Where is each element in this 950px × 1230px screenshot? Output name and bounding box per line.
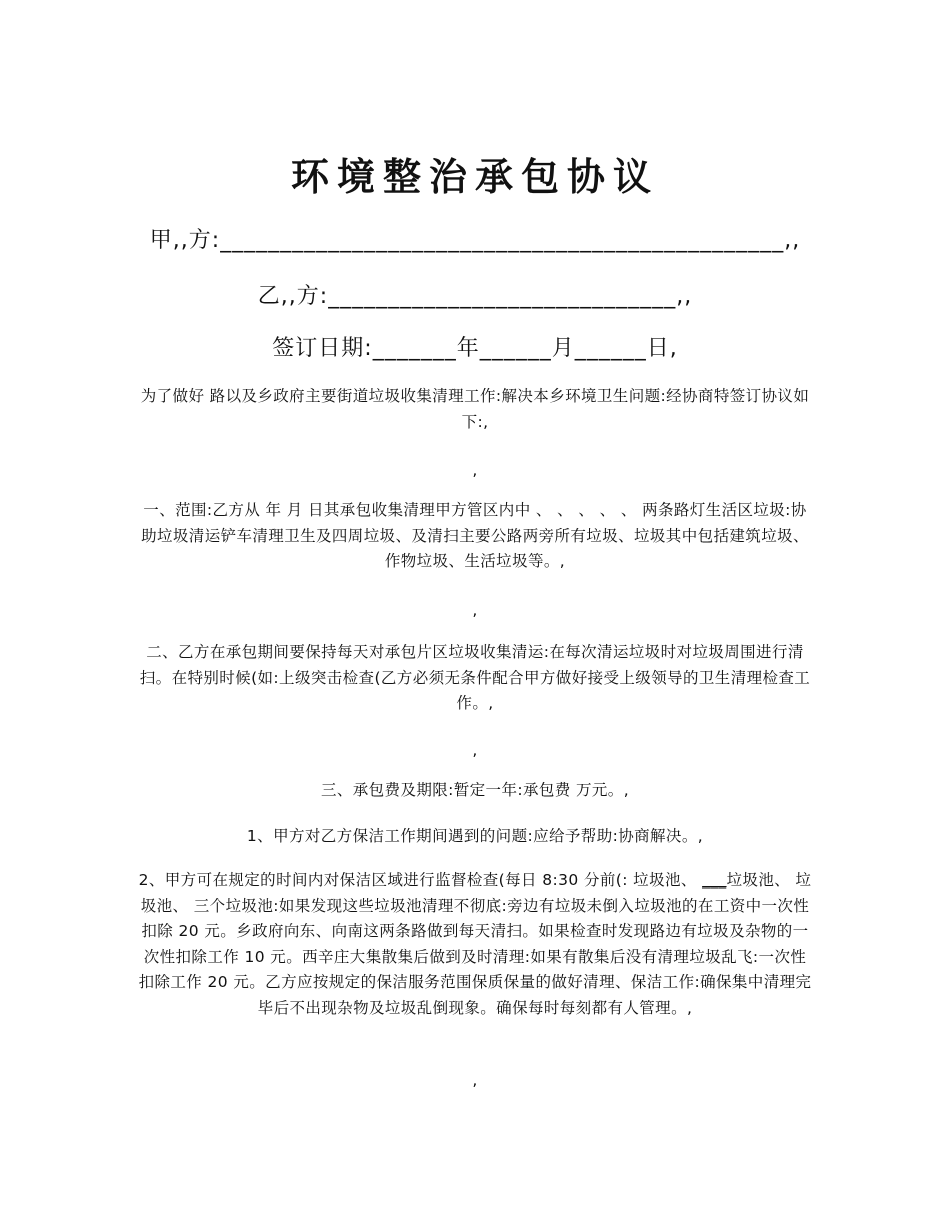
party-b-line: 乙,,方:_____________________________,, <box>257 284 693 309</box>
paragraph-separator: , <box>472 741 478 759</box>
item-two-paragraph <box>138 868 812 1021</box>
clause-one-paragraph: 一、范围:乙方从 年 月 日其承包收集清理甲方管区内中 、 、 、 、 、 两条路灯生活区垃圾:协助垃圾清运铲车清理卫生及四周垃圾、及清扫主要公路两旁所有垃圾、垃圾其中包括建筑垃圾、作物垃圾、生活垃圾等。, <box>141 501 809 570</box>
clause-two-paragraph: 二、乙方在承包期间要保持每天对承包片区垃圾收集清运:在每次清运垃圾时对垃圾周围进行清扫。在特别时候(如:上级突击检查(乙方必须无条件配合甲方做好接受上级领导的卫生清理检查工作。, <box>139 643 811 712</box>
paragraph-separator: , <box>472 601 478 619</box>
party-a-line: 甲,,方:_______________________________________________,, <box>149 228 801 253</box>
item-one-paragraph: 1、甲方对乙方保洁工作期间遇到的问题:应给予帮助:协商解决。, <box>246 827 704 845</box>
sign-date-line: 签订日期:_______年______月______日, <box>272 336 678 361</box>
document-title: 环境整治承包协议 <box>290 154 659 199</box>
item-two-blank: ___ <box>702 871 727 889</box>
item-two-text-start: 2、甲方可在规定的时间内对保洁区域进行监督检查(每日 8:30 分前(: 垃圾池、 <box>138 871 703 889</box>
paragraph-separator: , <box>472 1071 478 1089</box>
item-two-text-end: 垃圾池、 垃圾池、 三个垃圾池:如果发现这些垃圾池清理不彻底:旁边有垃圾未倒入垃圾池的在工资中一次性扣除 20 元。乡政府向东、向南这两条路做到每天清扫。如果检查时发现路边有垃圾及杂物的一次性扣除工作 10 元。西辛庄大集散集后做到及时清理:如果有散集后没有清理垃圾乱飞:一次性扣除工作 20 元。乙方应按规定的保洁服务范围保质保量的做好清理、保洁工作:确保集中清理完毕后不出现杂物及垃圾乱倒现象。确保每时每刻都有人管理。, <box>138 871 812 1017</box>
paragraph-separator: , <box>472 461 478 479</box>
clause-three-paragraph: 三、承包费及期限:暂定一年:承包费 万元。, <box>320 781 630 799</box>
intro-paragraph: 为了做好 路以及乡政府主要街道垃圾收集清理工作:解决本乡环境卫生问题:经协商特签订协议如下:, <box>140 387 810 431</box>
